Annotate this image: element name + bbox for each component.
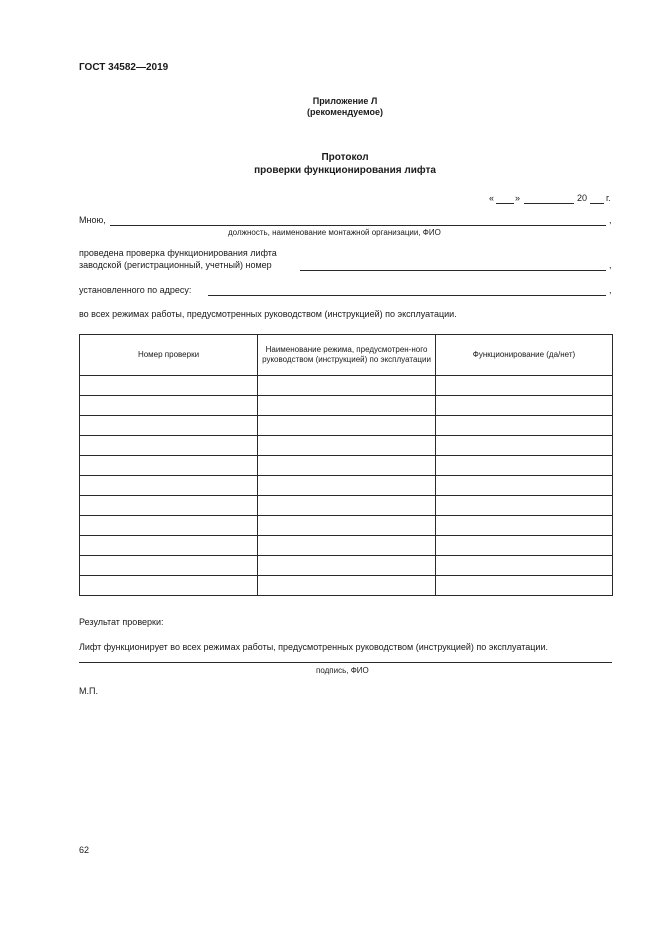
header-check-number: Номер проверки — [80, 335, 258, 376]
cell-check-number[interactable] — [80, 476, 258, 496]
date-year-suffix: г. — [606, 193, 611, 203]
signature-hint: подпись, ФИО — [316, 666, 369, 675]
table-row — [80, 576, 613, 596]
table-row — [80, 516, 613, 536]
cell-mode-name[interactable] — [258, 496, 436, 516]
cell-check-number[interactable] — [80, 516, 258, 536]
table-row — [80, 396, 613, 416]
appendix-title: Приложение Л — [312, 96, 378, 106]
by-me-field[interactable] — [110, 225, 606, 226]
signature-field[interactable] — [79, 662, 612, 663]
date-year-field[interactable] — [590, 203, 604, 204]
table-row — [80, 496, 613, 516]
table-row — [80, 456, 613, 476]
address-field[interactable] — [208, 295, 606, 296]
check-table — [79, 334, 613, 596]
cell-check-number[interactable] — [80, 456, 258, 476]
cell-functioning[interactable] — [436, 496, 613, 516]
cell-functioning[interactable] — [436, 376, 613, 396]
cell-functioning[interactable] — [436, 556, 613, 576]
date-close-quote: » — [515, 193, 521, 203]
cell-functioning[interactable] — [436, 536, 613, 556]
address-comma: , — [609, 285, 612, 295]
cell-check-number[interactable] — [80, 436, 258, 456]
result-text: Лифт функционирует во всех режимах работы, предусмотренных руководством (инструкцией) по эксплуатации. — [79, 642, 548, 652]
cell-functioning[interactable] — [436, 576, 613, 596]
table-row — [80, 416, 613, 436]
cell-functioning[interactable] — [436, 416, 613, 436]
date-open-quote: « — [489, 193, 495, 203]
date-year-prefix: 20 — [577, 193, 588, 203]
cell-functioning[interactable] — [436, 476, 613, 496]
cell-mode-name[interactable] — [258, 456, 436, 476]
header-functioning: Функционирование (да/нет) — [436, 335, 613, 376]
cell-mode-name[interactable] — [258, 376, 436, 396]
appendix-subtitle: (рекомендуемое) — [307, 107, 383, 117]
cell-mode-name[interactable] — [258, 396, 436, 416]
cell-check-number[interactable] — [80, 536, 258, 556]
by-me-comma: , — [609, 215, 612, 225]
table-row — [80, 536, 613, 556]
cell-mode-name[interactable] — [258, 536, 436, 556]
by-me-hint: должность, наименование монтажной организации, ФИО — [228, 228, 441, 237]
cell-mode-name[interactable] — [258, 516, 436, 536]
cell-functioning[interactable] — [436, 516, 613, 536]
modes-text: во всех режимах работы, предусмотренных руководством (инструкцией) по эксплуатации. — [79, 309, 457, 319]
cell-mode-name[interactable] — [258, 416, 436, 436]
cell-mode-name[interactable] — [258, 576, 436, 596]
serial-label: заводской (регистрационный, учетный) номер — [79, 260, 272, 270]
by-me-label: Мною, — [79, 215, 106, 225]
table-row — [80, 556, 613, 576]
table-row — [80, 436, 613, 456]
stamp-label: М.П. — [79, 686, 98, 696]
table-row — [80, 376, 613, 396]
cell-functioning[interactable] — [436, 436, 613, 456]
standard-code: ГОСТ 34582—2019 — [79, 62, 169, 73]
table-row — [80, 476, 613, 496]
table-header-row — [80, 335, 613, 376]
address-label: установленного по адресу: — [79, 285, 192, 295]
cell-check-number[interactable] — [80, 376, 258, 396]
date-month-field[interactable] — [524, 203, 574, 204]
cell-check-number[interactable] — [80, 496, 258, 516]
cell-functioning[interactable] — [436, 396, 613, 416]
cell-check-number[interactable] — [80, 576, 258, 596]
header-mode-name: Наименование режима, предусмотрен-ного руководством (инструкцией) по эксплуатации — [258, 335, 436, 376]
cell-check-number[interactable] — [80, 416, 258, 436]
cell-check-number[interactable] — [80, 556, 258, 576]
date-day-field[interactable] — [496, 203, 514, 204]
result-label: Результат проверки: — [79, 617, 164, 627]
check-line: проведена проверка функционирования лифта — [79, 248, 277, 258]
cell-mode-name[interactable] — [258, 476, 436, 496]
serial-field[interactable] — [300, 270, 606, 271]
cell-functioning[interactable] — [436, 456, 613, 476]
cell-mode-name[interactable] — [258, 436, 436, 456]
cell-check-number[interactable] — [80, 396, 258, 416]
page-number: 62 — [79, 845, 90, 855]
serial-comma: , — [609, 260, 612, 270]
cell-mode-name[interactable] — [258, 556, 436, 576]
protocol-title: Протокол — [321, 152, 369, 163]
protocol-subtitle: проверки функционирования лифта — [254, 165, 436, 176]
